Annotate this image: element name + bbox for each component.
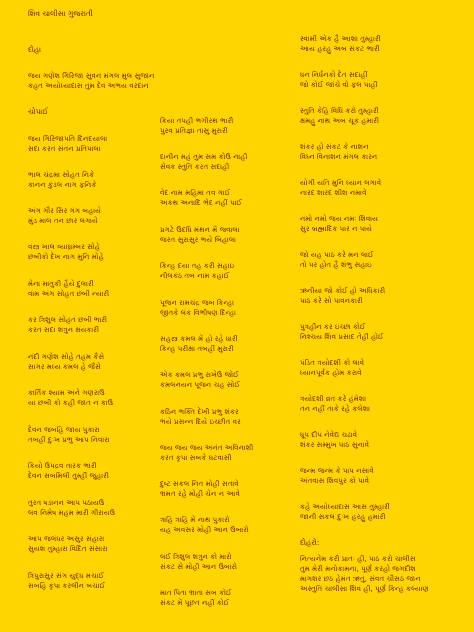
verse-line: યોગી યતિ મુનિ ધ્યાન લગાવે — [300, 178, 382, 187]
verse-line: પાઠ કરે સો પાવનકારી — [300, 296, 363, 305]
verse-line: નીલકંઠ તબ નામ કહાઈ — [160, 271, 230, 280]
doha-line: જય ગણેશ ગિરિજા સુવન મંગલ મુલ સુજાન — [28, 71, 155, 80]
verse-line: ત્રયોદશી વ્રત કરે હંમેશા — [300, 394, 367, 403]
verse-line: છબીકો દેખ નાગ મુનિ મોહે — [28, 252, 104, 261]
verse-line: પુરવ પ્રતિજ્ઞા તાસુ મુરારી — [160, 126, 228, 135]
verse-line: કિયો ઉપદ્રવ તારક ભારી — [28, 461, 97, 470]
verse-line: જો યહ પાઠ કરે મન લાઈ — [300, 250, 374, 259]
verse-line: શંકર સમ્મુખ પાઠ સુનાવે — [300, 440, 370, 449]
verse-line: પૂજન રામચંદ્ર જબ કિન્હા — [160, 298, 234, 307]
verse-line: યહ અવસર મોહી આન ઉબારો — [160, 525, 249, 534]
verse-line: સ્વામી એક હૈ આશા તુમ્હારી — [300, 34, 381, 43]
verse-line: સેવક સ્તુતિ કરત સદાહી — [160, 162, 230, 171]
verse-line: દેવન સબમિલી તુમ્હીં જુહારી — [28, 471, 109, 480]
verse-line: ત્રિપુરાસુર સંગ યુદ્ધ મચાઈ — [28, 571, 104, 580]
verse-line: તો પર હોત હૈ શંભુ સહાઇ — [300, 260, 372, 269]
verse-line: વસ્ત્ર ખાલ વ્યાઘ્રમ્બર સોહે — [28, 242, 100, 251]
verse-line: વિઘ્ન વિનાશન મંગલ કારન — [300, 152, 378, 161]
verse-line: ક્ષમહુ નાથ અબ ચૂક હમારી — [300, 116, 380, 125]
verse-line: લવ નિમેષ મહમ મારી ગીરાયઉ — [28, 508, 116, 517]
verse-line: અંતવાસ શિવપુર કો પાવે — [300, 476, 370, 485]
verse-line: ઋનીયા જો કોઈ હો અધિકારી — [300, 286, 386, 295]
closing-line: અસ્તુતિ ચાલીસા શિવ હી, પૂર્ણ કિન્હ કલ્યાણ — [300, 584, 429, 593]
verse-line: લઈ ત્રિશુલ શત્રુન કો મારો — [160, 552, 232, 561]
verse-line: કિયા તપહી ભગીરથ ભારી — [160, 116, 234, 125]
verse-line: કિન્હ દયા તહ કરી સહાઇ — [160, 261, 235, 270]
verse-line: વામ અંગ સોહત છબી ન્યારી — [28, 289, 110, 298]
verse-line: કરત સદા શત્રુન ક્ષયકારી — [28, 325, 100, 334]
verse-line: મુંડ માલ તન છાર લગાયે — [28, 216, 98, 225]
verse-line: ત્રાહિ ત્રાહિ મેં નાથ પુકારો — [160, 515, 230, 524]
verse-line: નંદી ગણેશ સોહે તહમ કૈસે — [28, 352, 105, 361]
verse-line: માત પિતા ભ્રાતા સબ કોઈ — [160, 588, 232, 597]
verse-line: દુષ્ટ સકલ નિત મોહી સતાવે — [160, 479, 239, 488]
verse-line: સદા કરત સંતન પ્રતિપાલા — [28, 144, 101, 153]
verse-line: નારદ શારદ શીશ નમાવે — [300, 188, 367, 197]
verse-line: કરત કૃપા સબકે ઘટવાસી — [160, 453, 232, 462]
verse-line: કમલનયન પૂજન ચહ સોઈ — [160, 380, 240, 389]
chaupai-heading: ચોપાઈ — [28, 107, 49, 116]
verse-line: જીતકે લંક વિભીષણ દિન્હા — [160, 308, 237, 317]
verse-line: ધ્યાનપૂર્વક હોમ કરાવે — [300, 368, 362, 377]
verse-line: જાની સકલ દુઃખ હરહુ હમારી — [300, 512, 386, 521]
verse-line: પ્રગટે ઉદધિ મંથન મેં જ્વાલા — [160, 225, 240, 234]
verse-line: જો કોઈ જાંચે વો ફલ પાહીં — [300, 80, 378, 89]
verse-line: સહસ્ત્ર કમલ મેં હો રહે ધારી — [160, 334, 238, 343]
verse-line: આપ જલંધર અસુર સંહારા — [28, 534, 105, 543]
verse-line: મેના માતુકી હૈયે દુલારી — [28, 279, 94, 288]
verse-line: સુર બ્રહ્માદિક પાર ન પાયે — [300, 224, 373, 233]
closing-heading: દોહરો: — [300, 538, 320, 547]
closing-line: માગશર છઠ હેમંત ઋતુ, સંવત ચૌસઠ જાન — [300, 574, 421, 583]
verse-line: કાર્તિક શ્યામ અને ગણરાઉ — [28, 388, 105, 397]
verse-line: અંગ ગૌર સિર ગંગ બહાયે — [28, 206, 101, 215]
verse-line: અકથ અનાદિ ભેદ નહીં પાઈ — [160, 198, 242, 207]
verse-line: કહે અયોધ્યાદાસ આસ તુમ્હારી — [300, 502, 390, 511]
verse-line: દેવન જબહિ જાય પુકારા — [28, 425, 100, 434]
verse-line: પુત્રહીન કર ઇચ્છા કોઈ — [300, 322, 366, 331]
verse-line: આય હરહુ અબ સંકટ ભારી — [300, 44, 380, 53]
verse-line: ધન નિર્ધનકો દેત સદાહીં — [300, 70, 368, 79]
verse-line: તુરત ષડાનન આપ પઠાયઉ — [28, 498, 105, 507]
document-title: શિવ ચાલીસા ગુજરાતી — [28, 9, 93, 18]
verse-line: જરત સુરાસુર ભયે બિહાલા — [160, 235, 237, 244]
verse-line: નિશ્ચય શિવ પ્રસાદ તેહી હોઈ — [300, 332, 384, 341]
verse-line: સંકટ મેં પૂછત નહીં કોઈ — [160, 598, 230, 607]
verse-line: જન્મ જન્મ કે પાપ નસાવે — [300, 466, 374, 475]
doha-line: કહત અયોધ્યાદાસ તુમ દેવ અભય વરદાન — [28, 81, 149, 90]
doha-heading: દોહા — [28, 45, 42, 54]
closing-line: નિત્યનેમ કરી પ્રાતઃ હી, પાઠ કરો ચાલીસ — [300, 554, 416, 563]
verse-line: દાનીન મહં તુમ સમ કોઉ નાહી — [160, 152, 248, 161]
verse-line: સુયશ તુમ્હારા વિદિત સંસારા — [28, 544, 108, 553]
verse-line: જય ગિરિજાપતિ દિનદયાલા — [28, 134, 108, 143]
verse-line: શંકર હો સંકટ કે નાશન — [300, 142, 369, 151]
verse-line: સબહિ કૃપા કરલીન બચાઈ — [28, 581, 106, 590]
verse-line: કઠિન ભક્તિ દેખી પ્રભુ શંકર — [160, 407, 239, 416]
verse-line: કાનન કુંડલ નાગ ફનિકે — [28, 180, 97, 189]
verse-line: ભ્રમત રહે મોહી ચેન ન આવે — [160, 489, 240, 498]
verse-line: સંકટ સે મોહી આન ઉબારો — [160, 562, 238, 571]
verse-line: સાગર મધ્ય કમલ હે જૈસે — [28, 362, 101, 371]
verse-line: જય જય જય અનંત અવિનાશી — [160, 443, 254, 452]
verse-line: સ્તુતિ કેહિ વિધિ કરો તુમ્હારી — [300, 106, 379, 115]
verse-line: ભાલ ચંદ્રમા સોહત નિકે — [28, 170, 95, 179]
verse-line: નમો નમો જય નમઃ શિવાય — [300, 214, 379, 223]
verse-line: વેદ નામ મહિમા તવ ગાઈ — [160, 188, 231, 197]
closing-line: તુમ મેરી મનોકામના, પૂર્ણ કરહો જગદીશ — [300, 564, 416, 573]
verse-line: ધૂપ દીપ નેવેદ્ય ચઢાવે — [300, 430, 358, 439]
verse-line: કિન્હ પરીક્ષા તબહીં મુરારી — [160, 344, 234, 353]
verse-line: એક કમલ પ્રભુ રાખેઉ જોઈ — [160, 370, 239, 379]
verse-line: તન નહીં તાકે રહે કલેશા — [300, 404, 371, 413]
verse-line: યા છબી કો કહી જાત ન કાઉ — [28, 398, 114, 407]
verse-line: તબહી દુઃખ પ્રભુ આપ નિવારા — [28, 435, 110, 444]
verse-line: કર ત્રિશુલ સોહત છબી ભારી — [28, 315, 108, 324]
verse-line: ભયે પ્રસન્ન દિયે ઇચ્છીત વર — [160, 417, 241, 426]
verse-line: પંડિત ત્રયોદશી કો લાવે — [300, 358, 365, 367]
